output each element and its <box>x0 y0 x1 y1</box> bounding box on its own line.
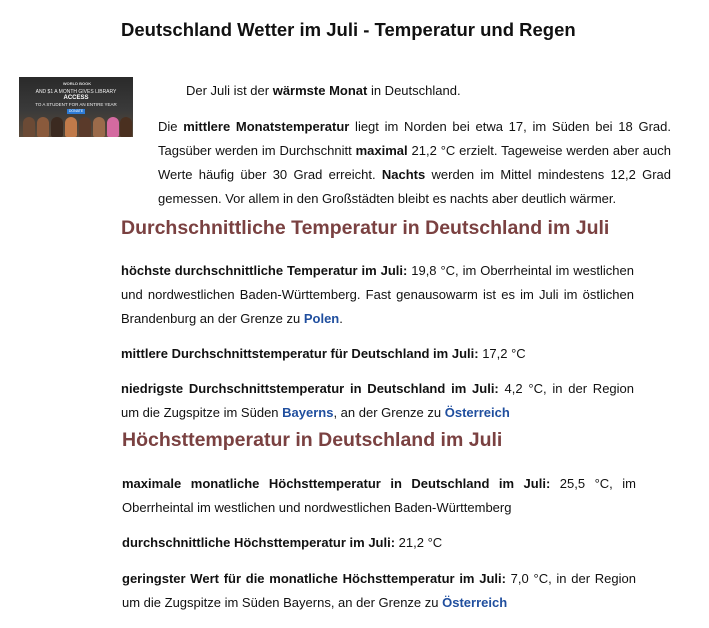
item-label: durchschnittliche Höchsttemperatur im Juli: <box>122 535 396 550</box>
item-label: maximale monatliche Höchsttemperatur in Deutschland im Juli: <box>122 476 551 491</box>
item-text: 25,5 °C, im Oberrheintal im westlichen und nordwestlichen Baden-Württemberg <box>122 476 637 515</box>
item-text: 7,0 °C, in der Region um die Zugspitze im Süden Bayerns, an der Grenze zu <box>122 571 636 610</box>
ad-photo-child <box>65 117 77 137</box>
emphasis: maximal <box>355 143 408 158</box>
emphasis: Nachts <box>381 167 426 182</box>
item-text: 4,2 °C, in der Region um die Zugspitze im Süden <box>121 381 635 420</box>
text: Die <box>158 119 184 134</box>
max-lowest-item <box>122 567 636 615</box>
link-bayerns[interactable]: Bayerns <box>282 405 334 420</box>
emphasis: mittlere Monatstemperatur <box>183 119 350 134</box>
ad-banner[interactable] <box>19 77 133 137</box>
section-heading-average: Durchschnittliche Temperatur in Deutschland im Juli <box>121 217 610 239</box>
item-text: . <box>339 311 343 326</box>
text: liegt im Norden bei etwa 17, im Süden bei 18 Grad. Tagsüber werden im Durchschnitt <box>158 119 671 158</box>
ad-photo-child <box>37 117 49 137</box>
text: 21,2 °C erzielt. Tageweise werden aber auch Werte häufig über 30 Grad erreicht. <box>158 143 671 182</box>
intro-paragraph <box>158 115 671 211</box>
ad-photo-child <box>23 117 35 137</box>
ad-photo-child <box>93 117 105 137</box>
avg-lowest-item <box>121 377 634 425</box>
ad-photo-child <box>107 117 119 137</box>
text: in Deutschland. <box>367 83 461 98</box>
max-average-item <box>122 531 636 555</box>
text: werden im Mittel mindestens 12,2 Grad gemessen. Vor allem in den Großstädten bleibt es nachts aber deutlich wärmer. <box>158 167 671 206</box>
ad-line-3: TO A STUDENT FOR AN ENTIRE YEAR <box>35 102 117 107</box>
ad-line-1: AND $1 A MONTH GIVES LIBRARY <box>35 89 117 95</box>
ad-photo-child <box>51 117 63 137</box>
ad-photo-child <box>120 117 132 137</box>
item-label: niedrigste Durchschnittstemperatur in Deutschland im Juli: <box>121 381 499 396</box>
item-text: 21,2 °C <box>395 535 443 550</box>
item-label: höchste durchschnittliche Temperatur im Juli: <box>121 263 408 278</box>
ad-logo: WORLD BOOK <box>62 81 92 86</box>
item-text: , an der Grenze zu <box>333 405 445 420</box>
link-polen[interactable]: Polen <box>303 311 340 326</box>
page-title: Deutschland Wetter im Juli - Temperatur und Regen <box>121 19 576 40</box>
avg-mean-item <box>121 342 634 366</box>
item-text: 19,8 °C, im Oberrheintal im westlichen und nordwestlichen Baden-Württemberg. Fast genausowarm ist es im Juli im östlichen Brandenburg an der Grenze zu <box>121 263 634 326</box>
item-label: geringster Wert für die monatliche Höchsttemperatur im Juli: <box>122 571 506 586</box>
link-oesterreich[interactable]: Österreich <box>442 595 508 610</box>
max-monthly-item <box>122 472 636 520</box>
item-text: 17,2 °C <box>478 346 526 361</box>
avg-highest-item <box>121 259 634 331</box>
link-oesterreich[interactable]: Österreich <box>444 405 510 420</box>
section-heading-max: Höchsttemperatur in Deutschland im Juli <box>122 429 503 451</box>
emphasis: wärmste Monat <box>272 83 368 98</box>
ad-line-2: ACCESS <box>63 95 89 101</box>
ad-photo-child <box>79 117 91 137</box>
ad-donate-button[interactable]: DONATE <box>68 109 84 113</box>
intro-lead <box>186 79 646 103</box>
text: Der Juli ist der <box>186 83 273 98</box>
item-label: mittlere Durchschnittstemperatur für Deutschland im Juli: <box>121 346 479 361</box>
